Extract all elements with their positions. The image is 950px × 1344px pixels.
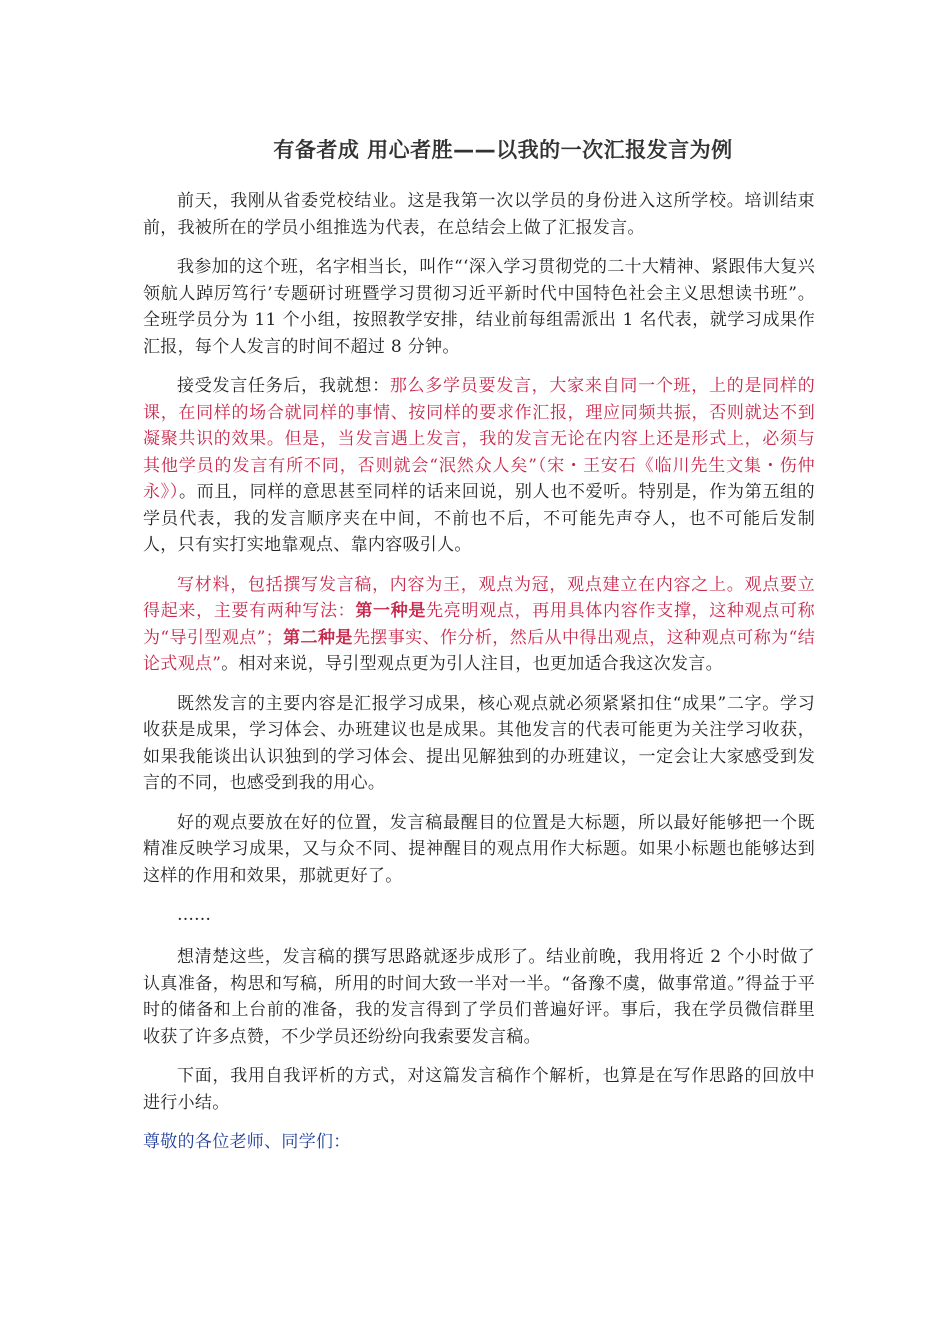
paragraph-3 <box>143 373 815 559</box>
paragraph-8: 下面，我用自我评析的方式，对这篇发言稿作个解析，也算是在写作思路的回放中进行小结。 <box>143 1066 815 1113</box>
speech-salutation: 尊敬的各位老师、同学们： <box>143 1132 351 1152</box>
paragraph-5: 既然发言的主要内容是汇报学习成果，核心观点就必须紧紧扣住“成果”二字。学习收获是成果，学习体会、办班建议也是成果。其他发言的代表可能更为关注学习收获，如果我能谈出认识独到的学习体会、提出见解独到的办班建议，一定会让大家感受到发言的不同，也感受到我的用心。 <box>143 693 815 793</box>
paragraph-4-bold1: 第一种是 <box>355 601 427 621</box>
paragraph-4-rest: 。相对来说，导引型观点更为引人注目，也更加适合我这次发言。 <box>221 654 723 674</box>
paragraph-4-seg1: 写材料，包括撰写发言稿，内容为王，观点为冠，观点建立在内容之上。观点要立得起来，主要有两种写法： <box>143 574 815 621</box>
ellipsis-marker: …… <box>177 905 211 925</box>
paragraph-3-lead: 接受发言任务后，我就想： <box>177 376 390 396</box>
paragraph-1: 前天，我刚从省委党校结业。这是我第一次以学员的身份进入这所学校。培训结束前，我被所在的学员小组推选为代表，在总结会上做了汇报发言。 <box>143 191 815 238</box>
paragraph-4-seg3: 先摆事实、作分析，然后从中得出观点，这种观点可称为“结论式观点” <box>143 627 816 674</box>
document-page <box>143 132 815 1169</box>
paragraph-3-rest: 。而且，同样的意思甚至同样的话来回说，别人也不爱听。特别是，作为第五组的学员代表，我的发言顺序夹在中间，不前也不后，不可能先声夺人，也不可能后发制人，只有实打实地靠观点、靠内容吸引人。 <box>143 482 815 555</box>
paragraph-7: 想清楚这些，发言稿的撰写思路就逐步成形了。结业前晚，我用将近 2 个小时做了认真准备，构思和写稿，所用的时间大致一半对一半。“备豫不虞，做事常道。”得益于平时的储备和上台前的准备，我的发言得到了学员们普遍好评。事后，我在学员微信群里收获了许多点赞，不少学员还纷纷向我索要发言稿。 <box>143 947 815 1047</box>
paragraph-4-bold2: 第二种是 <box>283 627 353 648</box>
paragraph-6: 好的观点要放在好的位置，发言稿最醒目的位置是大标题，所以最好能够把一个既精准反映学习成果，又与众不同、提神醒目的观点用作大标题。如果小标题也能够达到这样的作用和效果，那就更好了。 <box>143 812 815 886</box>
paragraph-3-highlight: 那么多学员要发言，大家来自同一个班，上的是同样的课，在同样的场合就同样的事情、按同样的要求作汇报，理应同频共振，否则就达不到凝聚共识的效果。但是，当发言遇上发言，我的发言无论在内容上还是形式上，必须与其他学员的发言有所不同，否则就会“泯然众人矣”（宋・王安石《临川先生文集・伤仲永》） <box>143 376 815 502</box>
paragraph-4 <box>143 572 815 678</box>
paragraph-4-seg2: 先亮明观点，再用具体内容作支撑，这种观点可称为“导引型观点”； <box>143 601 815 648</box>
paragraph-2: 我参加的这个班，名字相当长，叫作“‘深入学习贯彻党的二十大精神、紧跟伟大复兴领航人踔厉笃行’专题研讨班暨学习贯彻习近平新时代中国特色社会主义思想读书班”。全班学员分为 11 个小组，按照教学安排，结业前每组需派出 1 名代表，就学习成果作汇报，每个人发言的时间不超过 8 分钟。 <box>143 257 815 357</box>
document-title: 有备者成 用心者胜——以我的一次汇报发言为例 <box>273 138 733 162</box>
